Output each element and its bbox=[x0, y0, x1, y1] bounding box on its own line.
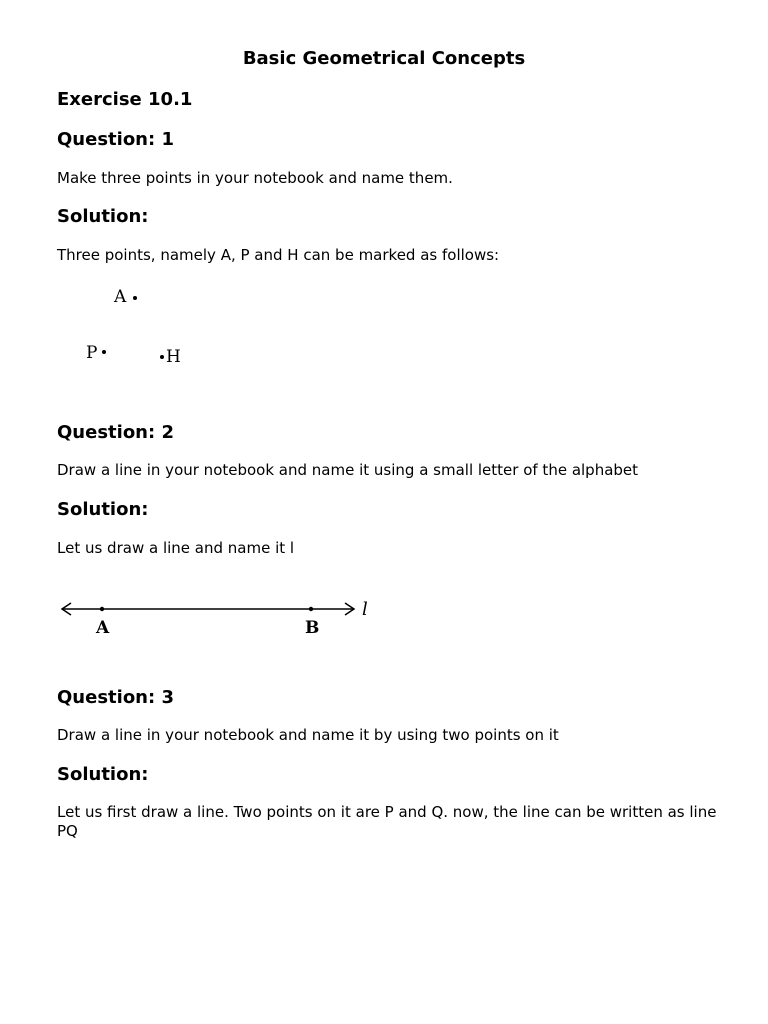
three-points-figure bbox=[80, 280, 200, 375]
point-a-label: A bbox=[96, 618, 110, 638]
point-p-label: P bbox=[86, 343, 98, 363]
point-b-dot bbox=[309, 607, 313, 611]
solution-3-text: Let us first draw a line. Two points on it are P and Q. now, the line can be written as line PQ bbox=[57, 803, 717, 840]
point-a-dot bbox=[100, 607, 104, 611]
exercise-heading: Exercise 10.1 bbox=[57, 89, 193, 110]
question-1-text: Make three points in your notebook and name them. bbox=[57, 169, 453, 187]
point-p-dot bbox=[102, 350, 106, 354]
question-2-text: Draw a line in your notebook and name it using a small letter of the alphabet bbox=[57, 461, 639, 479]
solution-3-heading: Solution: bbox=[57, 764, 149, 785]
point-h-dot bbox=[160, 355, 164, 359]
solution-1-heading: Solution: bbox=[57, 206, 149, 227]
solution-2-heading: Solution: bbox=[57, 499, 149, 520]
question-3-heading: Question: 3 bbox=[57, 687, 174, 708]
solution-2-text: Let us draw a line and name it l bbox=[57, 539, 295, 557]
line-l-figure bbox=[55, 590, 385, 645]
line-name-label: l bbox=[362, 599, 368, 620]
page-title: Basic Geometrical Concepts bbox=[242, 48, 526, 69]
point-h-label: H bbox=[166, 347, 181, 367]
question-2-heading: Question: 2 bbox=[57, 422, 174, 443]
question-1-heading: Question: 1 bbox=[57, 129, 174, 150]
point-b-label: B bbox=[305, 618, 320, 638]
point-a-label: A bbox=[114, 287, 127, 307]
question-3-text: Draw a line in your notebook and name it by using two points on it bbox=[57, 726, 559, 744]
solution-1-text: Three points, namely A, P and H can be marked as follows: bbox=[57, 246, 500, 264]
point-a-dot bbox=[133, 296, 137, 300]
